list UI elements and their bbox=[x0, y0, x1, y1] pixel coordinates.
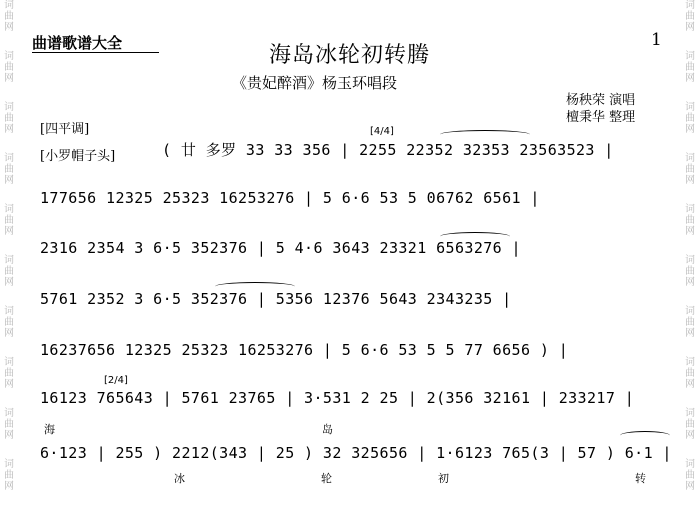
watermark-char: 曲 bbox=[685, 368, 695, 379]
watermark-char: 曲 bbox=[4, 215, 14, 226]
notation-row-7: 6·123 | 255 ) 2212(343 | 25 ) 32 325656 | 1·6123 765(3 | 57 ) 6·1 | bbox=[40, 444, 672, 462]
watermark-char: 词 bbox=[685, 51, 695, 62]
site-label: 曲谱歌谱大全 bbox=[32, 34, 123, 52]
watermark-char: 词 bbox=[4, 0, 14, 11]
watermark-char: 曲 bbox=[685, 266, 695, 277]
watermark-gap bbox=[2, 288, 16, 306]
watermark-char: 网 bbox=[4, 175, 14, 186]
watermark-gap bbox=[2, 441, 16, 459]
watermark-char: 网 bbox=[685, 73, 695, 84]
notation-row-2: 177656 12325 25323 16253276 | 5 6·6 53 5 06762 6561 | bbox=[40, 189, 540, 207]
song-subtitle: 《贵妃醉酒》杨玉环唱段 bbox=[232, 74, 398, 92]
watermark-char: 词 bbox=[4, 153, 14, 164]
song-title: 海岛冰轮初转腾 bbox=[268, 43, 430, 68]
watermark-char: 词 bbox=[4, 408, 14, 419]
watermark-char: 曲 bbox=[4, 113, 14, 124]
watermark-gap bbox=[683, 84, 697, 102]
watermark-char: 网 bbox=[4, 277, 14, 288]
mode-label: [四平调] bbox=[40, 122, 90, 137]
watermark-char: 曲 bbox=[4, 62, 14, 73]
lyric-char: 轮 bbox=[321, 472, 332, 485]
watermark-char: 词 bbox=[4, 459, 14, 470]
watermark-char: 词 bbox=[4, 102, 14, 113]
watermark-char: 曲 bbox=[4, 317, 14, 328]
watermark-gap bbox=[683, 339, 697, 357]
watermark-char: 曲 bbox=[685, 62, 695, 73]
watermark-char: 网 bbox=[4, 379, 14, 390]
watermark-gap bbox=[2, 492, 16, 510]
watermark-char: 网 bbox=[685, 124, 695, 135]
watermark-char: 词 bbox=[685, 306, 695, 317]
slur bbox=[620, 431, 670, 440]
watermark-gap bbox=[683, 288, 697, 306]
watermark-char: 曲 bbox=[685, 470, 695, 481]
watermark-gap bbox=[2, 135, 16, 153]
watermark-char: 网 bbox=[685, 328, 695, 339]
notation-row-6: 16123 765643 | 5761 23765 | 3·531 2 25 | 2(356 32161 | 233217 | bbox=[40, 389, 635, 407]
lyric-char: 冰 bbox=[174, 472, 185, 485]
lyric-char: 海 bbox=[44, 423, 55, 436]
watermark-char: 曲 bbox=[685, 113, 695, 124]
credits bbox=[566, 92, 635, 126]
watermark-char: 曲 bbox=[4, 419, 14, 430]
watermark-char: 网 bbox=[4, 481, 14, 492]
watermark-gap bbox=[2, 390, 16, 408]
watermark-gap bbox=[683, 492, 697, 510]
page-number: 1 bbox=[651, 30, 662, 50]
watermark-char: 词 bbox=[4, 204, 14, 215]
watermark-char: 词 bbox=[685, 459, 695, 470]
watermark-char: 曲 bbox=[4, 470, 14, 481]
watermark-gap bbox=[2, 84, 16, 102]
watermark-char: 网 bbox=[685, 277, 695, 288]
watermark-gap bbox=[683, 441, 697, 459]
watermark-char: 网 bbox=[4, 124, 14, 135]
watermark-char: 词 bbox=[4, 357, 14, 368]
watermark-char: 词 bbox=[685, 102, 695, 113]
notation-row-1: ( 廿 多罗 33 33 356 | 2255 22352 32353 23563523 | bbox=[162, 141, 614, 159]
watermark-char: 网 bbox=[685, 22, 695, 33]
watermark-char: 网 bbox=[4, 430, 14, 441]
watermark-gap bbox=[683, 237, 697, 255]
notation-row-3: 2316 2354 3 6·5 352376 | 5 4·6 3643 23321 6563276 | bbox=[40, 239, 521, 257]
watermark-char: 曲 bbox=[4, 164, 14, 175]
watermark-gap bbox=[2, 339, 16, 357]
watermark-char: 曲 bbox=[685, 11, 695, 22]
credit-arranger: 檀秉华 整理 bbox=[566, 110, 636, 125]
watermark-char: 词 bbox=[685, 0, 695, 11]
watermark-right bbox=[683, 0, 697, 510]
watermark-char: 网 bbox=[685, 481, 695, 492]
watermark-gap bbox=[683, 390, 697, 408]
watermark-char: 词 bbox=[685, 408, 695, 419]
watermark-char: 词 bbox=[685, 204, 695, 215]
watermark-char: 曲 bbox=[685, 215, 695, 226]
watermark-gap bbox=[683, 135, 697, 153]
watermark-gap bbox=[683, 186, 697, 204]
slur bbox=[440, 232, 510, 241]
watermark-char: 曲 bbox=[4, 11, 14, 22]
watermark-char: 曲 bbox=[4, 368, 14, 379]
slur bbox=[215, 282, 295, 291]
watermark-char: 曲 bbox=[685, 317, 695, 328]
watermark-char: 网 bbox=[4, 328, 14, 339]
watermark-char: 网 bbox=[4, 73, 14, 84]
tempo-mark-2: [2/4] bbox=[104, 375, 128, 386]
watermark-left bbox=[2, 0, 16, 510]
watermark-char: 词 bbox=[4, 51, 14, 62]
watermark-char: 网 bbox=[4, 226, 14, 237]
notation-row-4: 5761 2352 3 6·5 352376 | 5356 12376 5643 2343235 | bbox=[40, 290, 512, 308]
credit-performer: 杨秧荣 演唱 bbox=[566, 93, 636, 108]
watermark-char: 词 bbox=[685, 153, 695, 164]
lyric-char: 岛 bbox=[322, 423, 333, 436]
lyric-char: 转 bbox=[635, 472, 646, 485]
tempo-mark-1: [4/4] bbox=[370, 126, 394, 137]
watermark-char: 词 bbox=[4, 306, 14, 317]
slur bbox=[440, 130, 530, 139]
watermark-char: 网 bbox=[685, 175, 695, 186]
watermark-char: 网 bbox=[685, 226, 695, 237]
watermark-char: 词 bbox=[685, 357, 695, 368]
watermark-char: 曲 bbox=[685, 419, 695, 430]
watermark-gap bbox=[2, 186, 16, 204]
watermark-char: 曲 bbox=[685, 164, 695, 175]
watermark-char: 网 bbox=[685, 430, 695, 441]
watermark-char: 曲 bbox=[4, 266, 14, 277]
watermark-char: 网 bbox=[685, 379, 695, 390]
watermark-char: 网 bbox=[4, 22, 14, 33]
watermark-char: 词 bbox=[685, 255, 695, 266]
tune-label: [小罗帽子头] bbox=[40, 149, 116, 164]
watermark-char: 词 bbox=[4, 255, 14, 266]
watermark-gap bbox=[2, 237, 16, 255]
notation-row-5: 16237656 12325 25323 16253276 | 5 6·6 53 5 5 77 6656 ) | bbox=[40, 341, 569, 359]
lyric-char: 初 bbox=[438, 472, 449, 485]
